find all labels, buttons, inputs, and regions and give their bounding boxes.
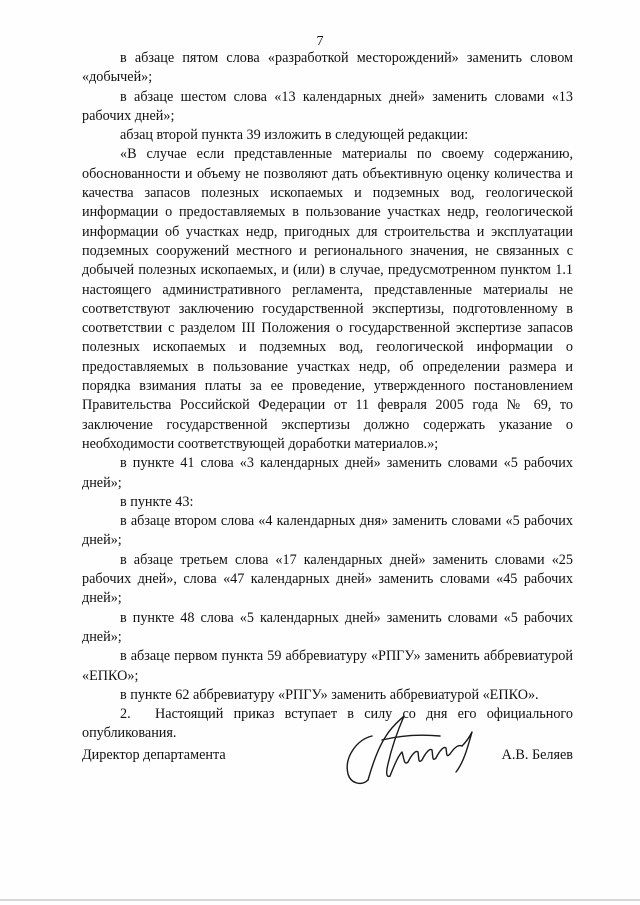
paragraph-item-39-intro: абзац второй пункта 39 изложить в следующей редакции: <box>120 127 469 144</box>
scan-edge-line <box>0 899 640 901</box>
signature-block <box>82 747 573 771</box>
paragraph-amend-abzac-6: в абзаце шестом слова «13 календарных дней» заменить словами «13 рабочих дней»; <box>82 88 573 124</box>
paragraph-item-43-abzac-2: в абзаце втором слова «4 календарных дня» заменить словами «5 рабочих дней»; <box>82 513 573 549</box>
paragraph-item-41: в пункте 41 слова «3 календарных дней» заменить словами «5 рабочих дней»; <box>82 455 573 491</box>
paragraph-item-59: в абзаце первом пункта 59 аббревиатуру «РПГУ» заменить аббревиатурой «ЕПКО»; <box>82 648 573 684</box>
paragraph-effective-date: 2. Настоящий приказ вступает в силу со дня его официального опубликования. <box>82 706 573 742</box>
document-body <box>82 49 573 744</box>
signatory-position: Директор департамента <box>82 747 226 763</box>
signatory-name: А.В. Беляев <box>501 747 573 763</box>
paragraph-item-43-abzac-3: в абзаце третьем слова «17 календарных дней» заменить словами «25 рабочих дней», слова «47 календарных дней» заменить словами «45 рабочих дней»; <box>82 551 573 607</box>
page-number: 7 <box>316 34 324 49</box>
paragraph-item-62: в пункте 62 аббревиатуру «РПГУ» заменить аббревиатурой «ЕПКО». <box>120 686 539 703</box>
paragraph-item-43-intro: в пункте 43: <box>120 493 194 510</box>
paragraph-item-48: в пункте 48 слова «5 календарных дней» заменить словами «5 рабочих дней»; <box>82 609 573 645</box>
paragraph-amend-abzac-5: в абзаце пятом слова «разработкой месторождений» заменить словом «добычей»; <box>82 50 573 86</box>
paragraph-item-39-text: «В случае если представленные материалы по своему содержанию, обоснованности и объему не позволяют дать объективную оценку количества и качества запасов полезных ископаемых и подземных вод, геологической информации о предоставляемых в пользование участках недр, геологической информации об участках недр, пригодных для строительства и эксплуатации подземных сооружений местного и регионального значения, не связанных с добычей полезных ископаемых, и (или) в случае, предусмотренном пунктом 1.1 настоящего административного регламента, представленные материалы не соответствуют заключению государственной экспертизы, подготовленному в соответствии с разделом III Положения о государственной экспертизе запасов полезных ископаемых и подземных вод, геологической информации о предоставляемых в пользование участках недр, об определении размера и порядка взимания платы за ее проведение, утвержденного постановлением Правительства Российской Федерации от 11 февраля 2005 года № 69, то заключение государственной экспертизы должно содержать указание о необходимости соответствующей доработки материалов.»; <box>82 146 573 452</box>
